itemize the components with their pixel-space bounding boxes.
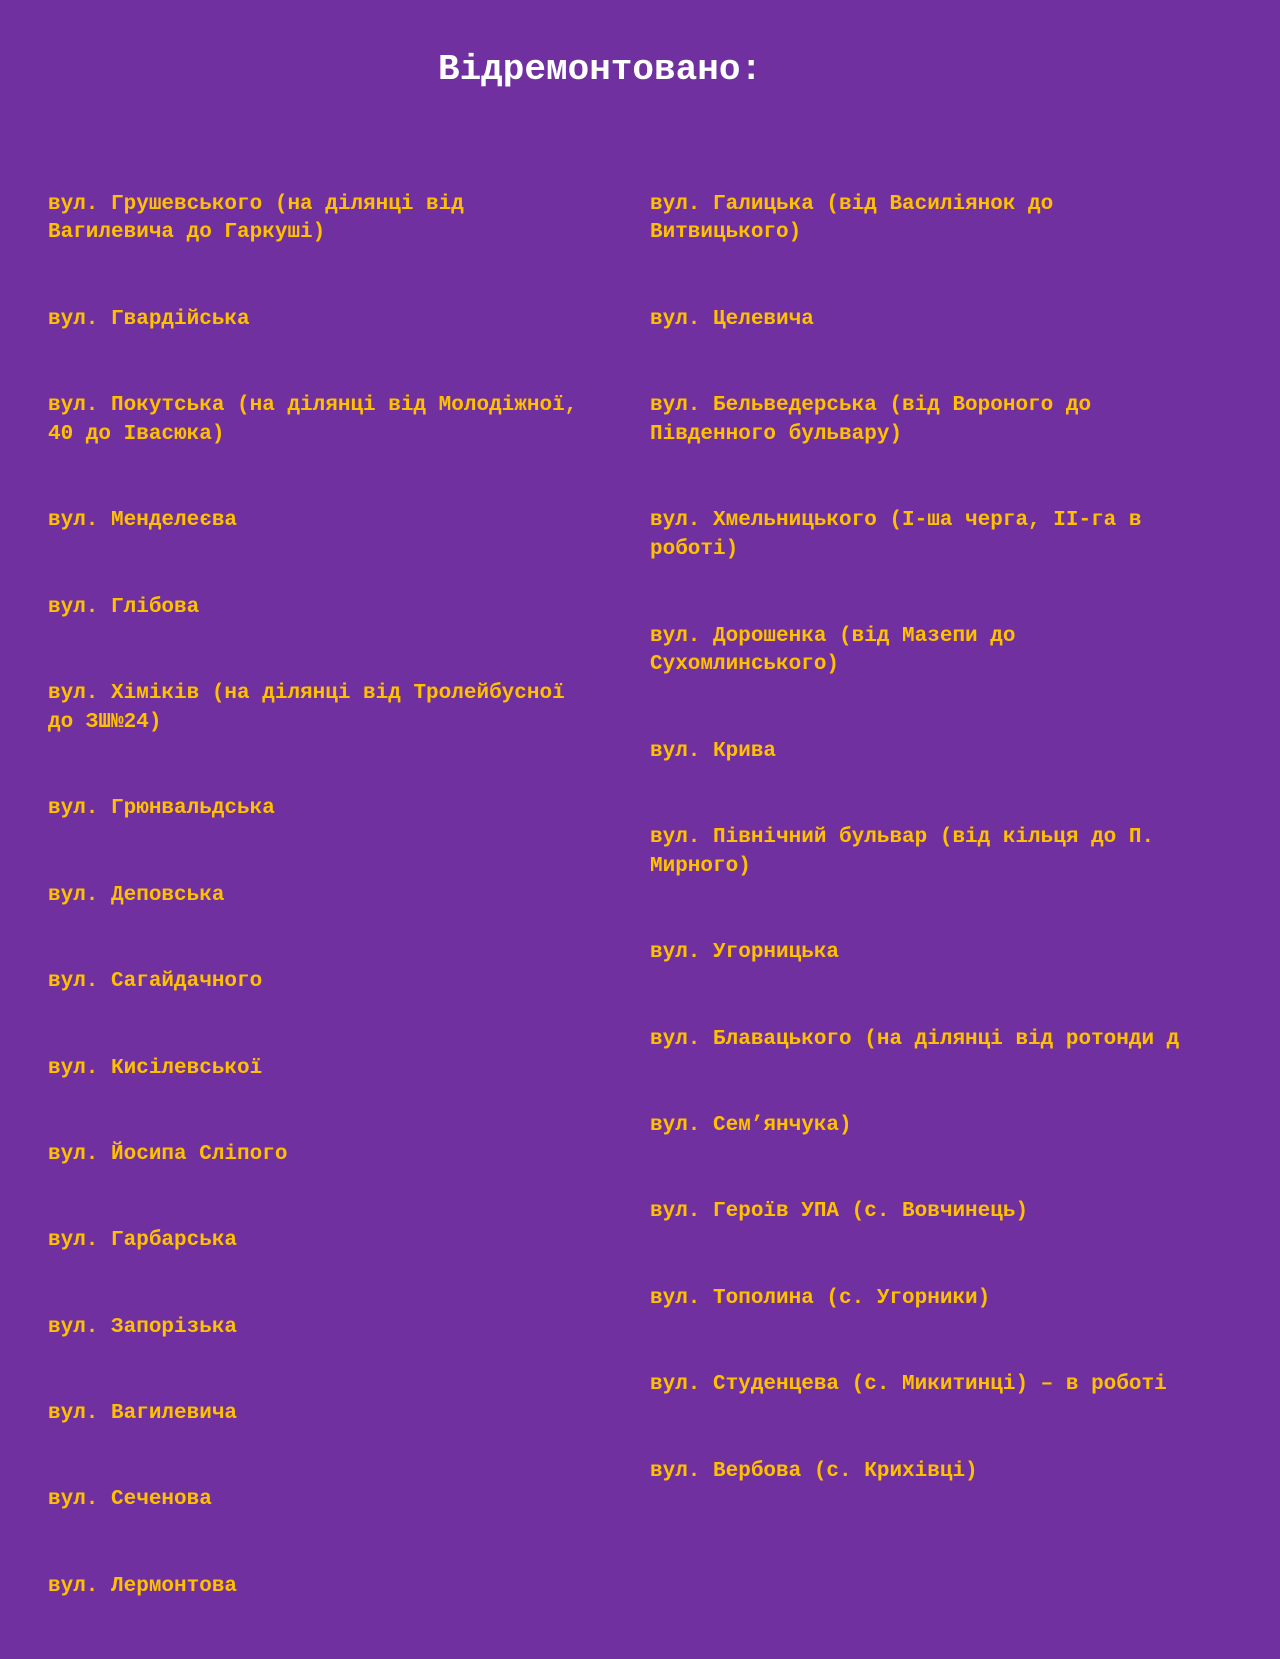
list-item: вул. Героїв УПА (с. Вовчинець) <box>650 1200 1029 1224</box>
list-item: вул. Менделеєва <box>48 509 238 533</box>
list-item: вул. Дорошенка (від Мазепи до Сухомлинського) <box>650 624 1016 677</box>
list-item: вул. Хіміків (на ділянці від Тролейбусної до ЗШ№24) <box>48 682 565 734</box>
list-item: вул. Сагайдачного <box>48 970 263 994</box>
list-item: вул. Угорницька <box>650 941 840 965</box>
list-item: вул. Хмельницького (І-ша черга, ІІ-га в роботі) <box>650 509 1142 562</box>
street-list-left <box>48 133 650 1659</box>
list-item: вул. Вербова (с. Крихівці) <box>650 1459 978 1483</box>
street-list-right <box>650 133 1255 1544</box>
list-item: вул. Блавацького (на ділянці від ротонди д <box>650 1027 1180 1051</box>
list-item: вул. Грушевського (на ділянці від Вагилевича до Гаркуші) <box>48 192 464 245</box>
list-item: вул. Тополина (с. Угорники) <box>650 1286 991 1310</box>
list-item: вул. Сеченова <box>48 1488 212 1512</box>
list-item: вул. Целевича <box>650 307 814 331</box>
list-item: вул. Лермонтова <box>48 1574 238 1598</box>
list-item: вул. Покутська (на ділянці від Молодіжної, 40 до Івасюка) <box>48 394 578 446</box>
list-item: вул. Запорізька <box>48 1315 238 1339</box>
list-item: вул. Йосипа Сліпого <box>48 1142 288 1166</box>
list-item: вул. Галицька (від Василіянок до Витвицького) <box>650 192 1054 245</box>
list-item: вул. Студенцева (с. Микитинці) – в роботі <box>650 1373 1167 1397</box>
list-item: вул. Північний бульвар (від кільця до П. Мирного) <box>650 826 1155 878</box>
list-item: вул. Гарбарська <box>48 1229 238 1253</box>
list-item: вул. Грюнвальдська <box>48 797 275 821</box>
list-item: вул. Бельведерська (від Вороного до Південного бульвару) <box>650 394 1092 446</box>
list-item: вул. Крива <box>650 739 777 763</box>
list-item: вул. Вагилевича <box>48 1402 238 1426</box>
list-item: вул. Глібова <box>48 595 200 619</box>
list-item: вул. Гвардійська <box>48 307 250 331</box>
list-item: вул. Деповська <box>48 883 225 907</box>
slide-title: Відремонтовано: <box>437 49 763 90</box>
list-item: вул. Сем’янчука) <box>650 1114 852 1138</box>
list-item: вул. Кисілевської <box>48 1056 263 1080</box>
